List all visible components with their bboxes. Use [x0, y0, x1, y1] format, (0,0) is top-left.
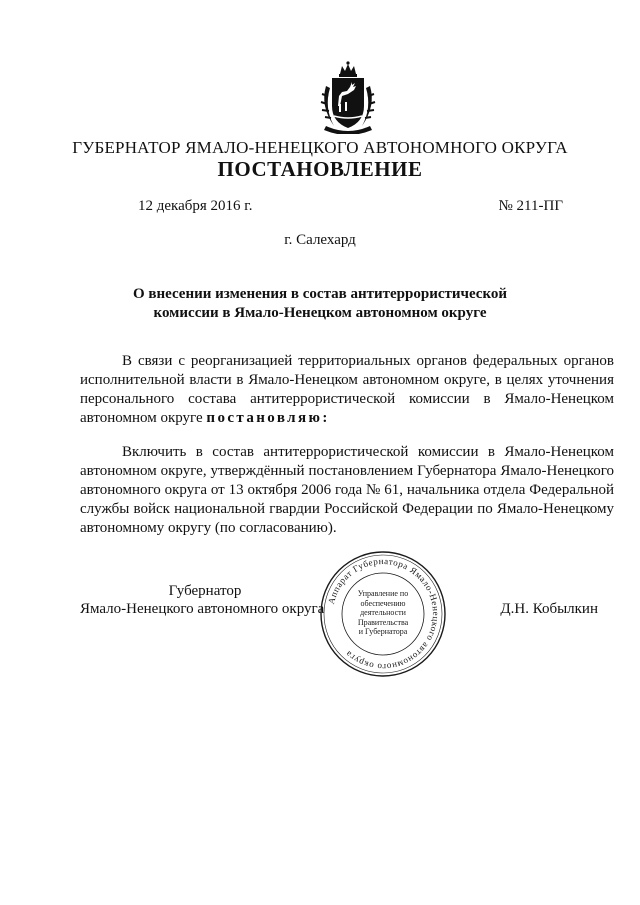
document-title-line-2: комиссии в Ямало-Ненецком автономном округе — [153, 305, 487, 321]
signatory-role-line-1: Губернатор — [168, 583, 242, 599]
seal-center-line-5: и Губернатора — [358, 627, 408, 636]
document-title — [80, 285, 560, 323]
document-title-line-1: О внесении изменения в состав антитеррористической — [132, 286, 508, 302]
seal-center-line-4: Правительства — [357, 617, 409, 627]
document-number: № 211-ПГ — [498, 198, 563, 214]
body-paragraph-2: Включить в состав антитеррористической комиссии в Ямало-Ненецком автономном округе, утверждённый постановлением Губернатора Ямало-Ненецкого автономного округа от 13 октября 2006 года № 61, начальника отдела Федеральной службы войск национальной гвардии Российской Федерации по Ямало-Ненецкому автономному округу (по согласованию). — [80, 444, 614, 536]
seal-center-line-3: деятельности — [360, 608, 406, 617]
seal-center-text — [348, 589, 418, 637]
seal-ring-text: Аппарат Губернатора Ямало-Ненецкого автономного округа — [326, 555, 442, 673]
document-date: 12 декабря 2016 г. — [138, 198, 253, 214]
seal-center-line-1: Управление по — [357, 589, 409, 598]
document-city: г. Салехард — [284, 232, 356, 248]
authority-heading: ГУБЕРНАТОР ЯМАЛО-НЕНЕЦКОГО АВТОНОМНОГО ОКРУГА — [72, 138, 568, 157]
seal-center-line-2: обеспечению — [360, 598, 406, 608]
resolution-keyword: постановляю: — [206, 410, 330, 426]
signatory-role-line-2: Ямало-Ненецкого автономного округа — [80, 601, 325, 617]
signatory-name: Д.Н. Кобылкин — [500, 601, 598, 617]
document-type: ПОСТАНОВЛЕНИЕ — [217, 157, 423, 181]
coat-of-arms-icon — [312, 60, 384, 134]
body-paragraph-1 — [80, 352, 614, 428]
body-paragraph-1-text: В связи с реорганизацией территориальных органов федеральных органов исполнительной власти в Ямало-Ненецком автономном округе, в целях уточнения персонального состава антитеррористической комиссии в Ямало-Ненецком автономном округе — [80, 353, 614, 426]
